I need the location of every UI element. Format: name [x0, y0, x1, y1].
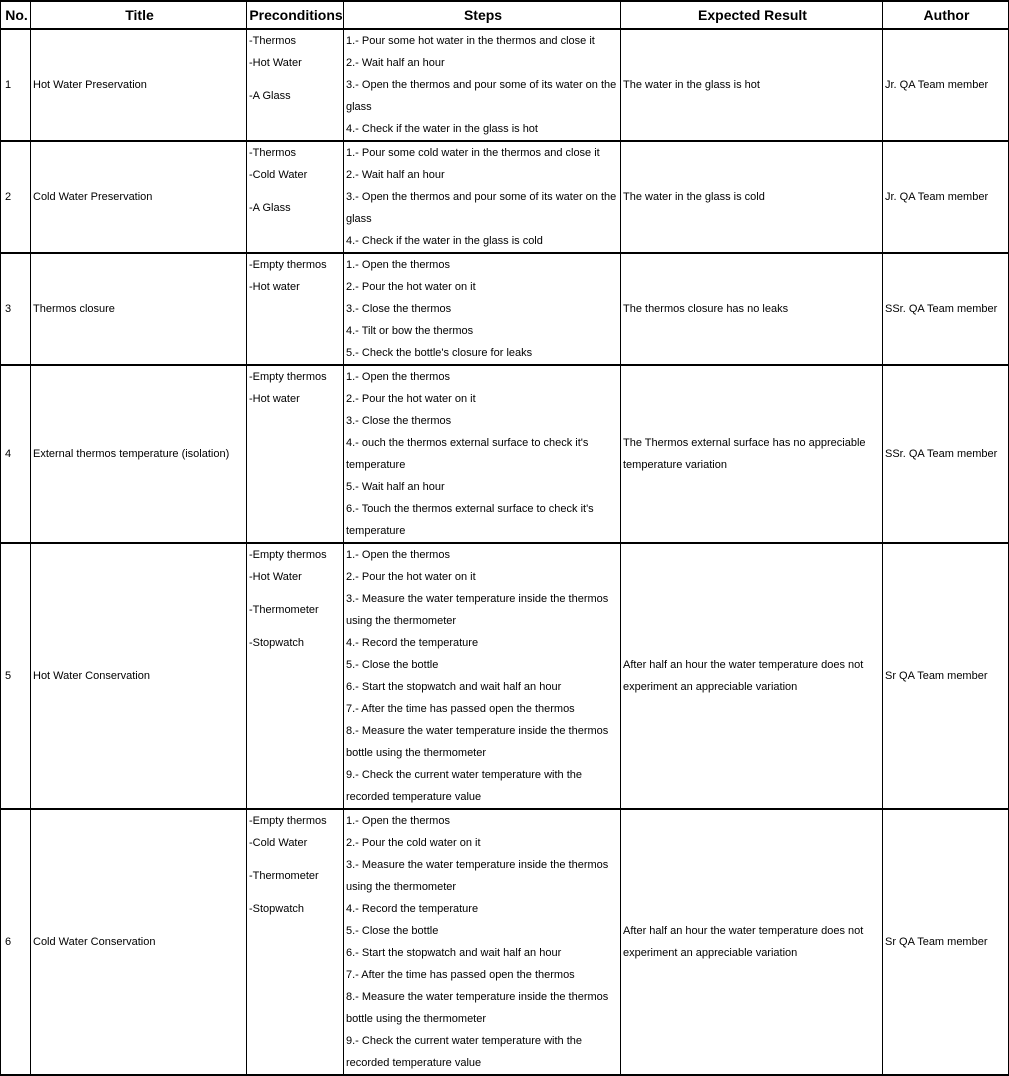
precondition-item: -Cold Water [249, 837, 308, 849]
cell-expected-result: After half an hour the water temperature does not experiment an appreciable variation [621, 543, 883, 809]
step-item: 1.- Open the thermos [346, 815, 450, 827]
table-row [1, 29, 1009, 141]
header-preconditions: Preconditions [247, 1, 344, 29]
cell-title: Cold Water Conservation [31, 809, 247, 1075]
cell-steps [344, 141, 621, 253]
cell-preconditions [247, 365, 344, 543]
precondition-item: -Empty thermos [249, 259, 327, 271]
precondition-item: -Cold Water [249, 169, 308, 181]
cell-author: SSr. QA Team member [883, 365, 1009, 543]
step-item: 3.- Open the thermos and pour some of its water on the glass [346, 191, 617, 225]
precondition-item: -Hot Water [249, 571, 302, 583]
precondition-item: -Stopwatch [249, 637, 305, 649]
step-item: 2.- Pour the hot water on it [346, 393, 476, 405]
precondition-item: -Hot water [249, 281, 300, 293]
step-item: 1.- Open the thermos [346, 259, 450, 271]
step-item: 7.- After the time has passed open the thermos [346, 703, 575, 715]
cell-author: Jr. QA Team member [883, 29, 1009, 141]
cell-preconditions [247, 29, 344, 141]
step-item: 2.- Wait half an hour [346, 169, 445, 181]
step-item: 9.- Check the current water temperature with the recorded temperature value [346, 769, 582, 803]
table-row [1, 141, 1009, 253]
cell-no: 5 [1, 543, 31, 809]
step-item: 7.- After the time has passed open the thermos [346, 969, 575, 981]
cell-no: 2 [1, 141, 31, 253]
cell-preconditions [247, 253, 344, 365]
precondition-item: -A Glass [249, 90, 291, 102]
precondition-item: -A Glass [249, 202, 291, 214]
cell-no: 3 [1, 253, 31, 365]
table-row [1, 543, 1009, 809]
cell-author: SSr. QA Team member [883, 253, 1009, 365]
step-item: 5.- Wait half an hour [346, 481, 445, 493]
cell-no: 1 [1, 29, 31, 141]
step-item: 1.- Pour some cold water in the thermos and close it [346, 147, 600, 159]
step-item: 4.- Record the temperature [346, 637, 479, 649]
precondition-item: -Thermometer [249, 870, 319, 882]
step-item: 4.- Check if the water in the glass is cold [346, 235, 543, 247]
cell-preconditions [247, 543, 344, 809]
cell-title: External thermos temperature (isolation) [31, 365, 247, 543]
header-author: Author [883, 1, 1009, 29]
cell-expected-result: After half an hour the water temperature does not experiment an appreciable variation [621, 809, 883, 1075]
step-item: 3.- Measure the water temperature inside the thermos using the thermometer [346, 593, 609, 627]
table-row [1, 809, 1009, 1075]
cell-title: Cold Water Preservation [31, 141, 247, 253]
cell-expected-result: The water in the glass is hot [621, 29, 883, 141]
step-item: 6.- Start the stopwatch and wait half an hour [346, 681, 562, 693]
precondition-item: -Empty thermos [249, 815, 327, 827]
step-item: 4.- Tilt or bow the thermos [346, 325, 474, 337]
header-steps: Steps [344, 1, 621, 29]
cell-title: Hot Water Preservation [31, 29, 247, 141]
precondition-item: -Thermos [249, 35, 297, 47]
header-no: No. [1, 1, 31, 29]
table-row [1, 365, 1009, 543]
cell-author: Sr QA Team member [883, 809, 1009, 1075]
precondition-item: -Stopwatch [249, 903, 305, 915]
step-item: 4.- Check if the water in the glass is hot [346, 123, 538, 135]
precondition-item: -Hot Water [249, 57, 302, 69]
header-row [1, 1, 1009, 29]
cell-steps [344, 543, 621, 809]
step-item: 3.- Close the thermos [346, 303, 452, 315]
precondition-item: -Thermos [249, 147, 297, 159]
cell-steps [344, 365, 621, 543]
step-item: 3.- Measure the water temperature inside the thermos using the thermometer [346, 859, 609, 893]
table-header [1, 1, 1009, 29]
cell-preconditions [247, 809, 344, 1075]
cell-title: Hot Water Conservation [31, 543, 247, 809]
step-item: 3.- Open the thermos and pour some of its water on the glass [346, 79, 617, 113]
header-expected-result: Expected Result [621, 1, 883, 29]
step-item: 2.- Pour the hot water on it [346, 571, 476, 583]
step-item: 2.- Wait half an hour [346, 57, 445, 69]
table-row [1, 253, 1009, 365]
cell-no: 6 [1, 809, 31, 1075]
precondition-item: -Thermometer [249, 604, 319, 616]
cell-steps [344, 29, 621, 141]
step-item: 8.- Measure the water temperature inside the thermos bottle using the thermometer [346, 725, 609, 759]
cell-no: 4 [1, 365, 31, 543]
step-item: 9.- Check the current water temperature with the recorded temperature value [346, 1035, 582, 1069]
step-item: 6.- Start the stopwatch and wait half an hour [346, 947, 562, 959]
table-body [1, 29, 1009, 1075]
header-title: Title [31, 1, 247, 29]
step-item: 4.- Record the temperature [346, 903, 479, 915]
cell-title: Thermos closure [31, 253, 247, 365]
step-item: 1.- Pour some hot water in the thermos and close it [346, 35, 595, 47]
step-item: 1.- Open the thermos [346, 549, 450, 561]
cell-steps [344, 253, 621, 365]
cell-steps [344, 809, 621, 1075]
precondition-item: -Hot water [249, 393, 300, 405]
cell-author: Sr QA Team member [883, 543, 1009, 809]
step-item: 1.- Open the thermos [346, 371, 450, 383]
step-item: 4.- ouch the thermos external surface to check it's temperature [346, 437, 589, 471]
step-item: 5.- Close the bottle [346, 925, 439, 937]
cell-expected-result: The Thermos external surface has no appreciable temperature variation [621, 365, 883, 543]
step-item: 5.- Close the bottle [346, 659, 439, 671]
cell-expected-result: The thermos closure has no leaks [621, 253, 883, 365]
step-item: 6.- Touch the thermos external surface to check it's temperature [346, 503, 594, 537]
step-item: 2.- Pour the cold water on it [346, 837, 481, 849]
cell-author: Jr. QA Team member [883, 141, 1009, 253]
cell-expected-result: The water in the glass is cold [621, 141, 883, 253]
step-item: 2.- Pour the hot water on it [346, 281, 476, 293]
cell-preconditions [247, 141, 344, 253]
step-item: 5.- Check the bottle's closure for leaks [346, 347, 533, 359]
step-item: 3.- Close the thermos [346, 415, 452, 427]
precondition-item: -Empty thermos [249, 549, 327, 561]
step-item: 8.- Measure the water temperature inside the thermos bottle using the thermometer [346, 991, 609, 1025]
precondition-item: -Empty thermos [249, 371, 327, 383]
